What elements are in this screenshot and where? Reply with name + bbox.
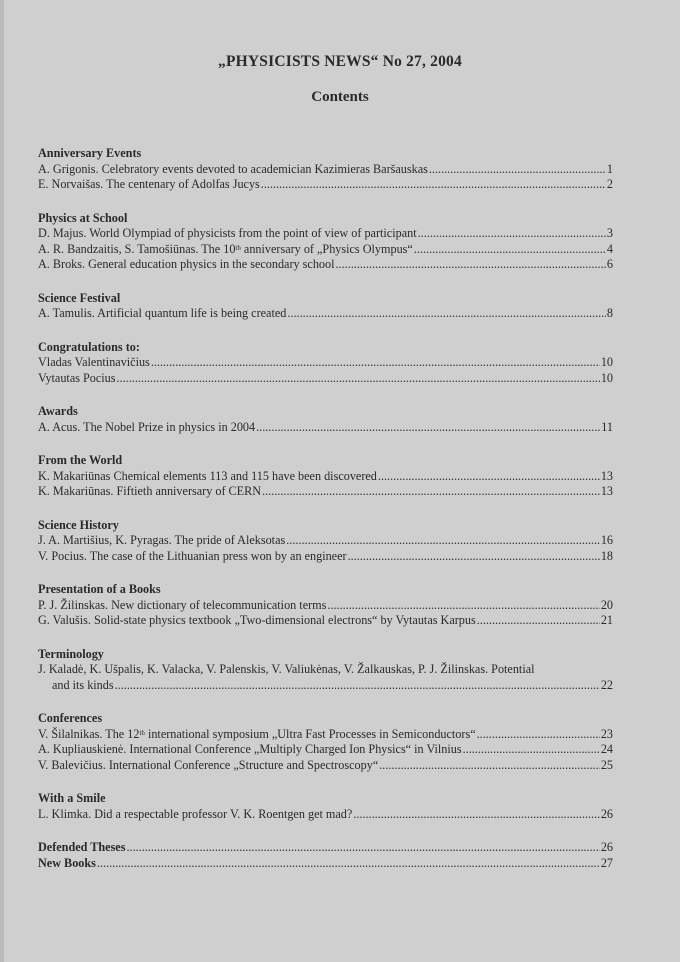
toc-entry: [38, 807, 613, 823]
page-number: 21: [600, 613, 613, 627]
toc-entry: [38, 742, 613, 758]
section-title: Science History: [38, 517, 119, 532]
entry-text: K. Makariūnas Chemical elements 113 and 115 have been discovered: [38, 468, 377, 483]
toc-entry: [38, 242, 613, 258]
toc-entry: [38, 678, 613, 694]
entry-text: A. Broks. General education physics in the secondary school: [38, 257, 335, 271]
dot-leader: [463, 742, 600, 758]
contents-heading: Contents: [311, 89, 369, 105]
entry-text: Vladas Valentinavičius: [38, 355, 150, 369]
toc-entry: [38, 840, 613, 856]
page-number: 4: [606, 241, 613, 256]
page-number: 23: [600, 726, 613, 741]
section-title: From the World: [38, 453, 123, 467]
dot-leader: [287, 306, 606, 322]
toc-entry: [38, 162, 613, 178]
toc-entry: [38, 484, 613, 500]
entry-text: J. A. Martišius, K. Pyragas. The pride of Aleksotas: [38, 533, 286, 547]
page-number: 2: [606, 177, 613, 191]
toc-section: [38, 146, 613, 193]
toc-entry: [38, 257, 613, 273]
entry-text: P. J. Žilinskas. New dictionary of telecommunication terms: [38, 597, 327, 612]
dot-leader: [336, 257, 606, 273]
page-number: 27: [600, 855, 613, 870]
dot-leader: [418, 226, 606, 242]
dot-leader: [262, 484, 600, 500]
entry-text: V. Balevičius. International Conference „Structure and Spectroscopy“: [38, 757, 379, 772]
entry-text: D. Majus. World Olympiad of physicists from the point of view of participant: [38, 226, 417, 240]
entry-text: Vytautas Pocius: [38, 370, 116, 385]
dot-leader: [97, 856, 600, 872]
page-number: 25: [600, 757, 613, 772]
toc-section: [38, 840, 613, 871]
toc-entry: [38, 727, 613, 743]
page-number: 10: [600, 355, 613, 369]
section-title: Awards: [38, 404, 78, 418]
section-title: Science Festival: [38, 290, 121, 305]
dot-leader: [327, 598, 599, 614]
toc-section: [38, 711, 613, 773]
entry-text: A. R. Bandzaitis, S. Tamošiūnas. The 10th anniversary of „Physics Olympus“: [38, 241, 413, 256]
entry-text: A. Grigonis. Celebratory events devoted to academician Kazimieras Baršauskas: [38, 161, 428, 176]
dot-leader: [379, 758, 600, 774]
dot-leader: [115, 678, 600, 694]
dot-leader: [261, 177, 606, 193]
toc-entry: [38, 533, 613, 549]
toc-section: [38, 791, 613, 822]
toc-section: [38, 647, 613, 694]
section-title: Conferences: [38, 711, 103, 725]
toc-section: [38, 340, 613, 387]
dot-leader: [126, 840, 599, 856]
entry-text: V. Pocius. The case of the Lithuanian press won by an engineer: [38, 548, 347, 563]
page-number: 10: [600, 370, 613, 385]
entry-text: A. Tamulis. Artificial quantum life is being created: [38, 306, 287, 320]
dot-leader: [117, 371, 600, 387]
section-title: Physics at School: [38, 210, 128, 225]
dot-leader: [151, 355, 600, 371]
toc-entry: [38, 177, 613, 193]
page-number: 13: [600, 484, 613, 498]
dot-leader: [353, 807, 600, 823]
toc-section: [38, 211, 613, 273]
section-title: Presentation of a Books: [38, 582, 161, 596]
entry-text: L. Klimka. Did a respectable professor V. K. Roentgen get mad?: [38, 806, 353, 821]
page-edge-shadow: [0, 0, 4, 962]
page-number: 26: [600, 806, 613, 821]
entry-text: G. Valušis. Solid-state physics textbook „Two-dimensional electrons“ by Vytautas Karpus: [38, 613, 476, 627]
section-title: Congratulations to:: [38, 339, 140, 354]
toc-section: [38, 453, 613, 500]
toc-section: [38, 291, 613, 322]
toc-section: [38, 582, 613, 629]
toc-entry: [38, 613, 613, 629]
table-of-contents: [38, 146, 613, 889]
section-title: Anniversary Events: [38, 146, 142, 160]
page-number: 20: [600, 597, 613, 612]
dot-leader: [348, 549, 600, 565]
entry-text: A. Acus. The Nobel Prize in physics in 2004: [38, 419, 256, 434]
toc-section: [38, 518, 613, 565]
entry-text: V. Šilalnikas. The 12th international symposium „Ultra Fast Processes in Semiconductors“: [38, 726, 476, 741]
superscript: th: [139, 728, 145, 737]
dot-leader: [378, 469, 600, 485]
page-number: 24: [600, 742, 613, 756]
page-number: 11: [601, 419, 613, 434]
page-number: 18: [600, 548, 613, 563]
superscript: th: [235, 243, 241, 252]
entry-text: A. Kupliauskienė. International Conference „Multiply Charged Ion Physics“ in Vilnius: [38, 742, 462, 756]
toc-entry: [38, 306, 613, 322]
dot-leader: [429, 162, 606, 178]
page-title: „PHYSICISTS NEWS“ No 27, 2004: [218, 53, 462, 70]
page-number: 13: [600, 468, 613, 483]
page-number: 3: [606, 226, 613, 240]
entry-text-line: J. Kaladė, K. Ušpalis, K. Valacka, V. Palenskis, V. Valiukėnas, V. Žalkauskas, P. J. Žilinskas. Potential: [38, 662, 535, 676]
page-number: 8: [606, 306, 613, 320]
entry-text: E. Norvaišas. The centenary of Adolfas Jucys: [38, 177, 260, 191]
toc-entry: [38, 469, 613, 485]
section-title: Terminology: [38, 646, 104, 661]
entry-text: K. Makariūnas. Fiftieth anniversary of CERN: [38, 484, 262, 498]
toc-entry: [38, 226, 613, 242]
entry-text: Defended Theses: [38, 840, 126, 854]
dot-leader: [477, 727, 600, 743]
dot-leader: [477, 613, 600, 629]
dot-leader: [286, 533, 600, 549]
page-number: 6: [606, 257, 613, 271]
dot-leader: [414, 242, 606, 258]
toc-section: [38, 404, 613, 435]
toc-entry: [38, 355, 613, 371]
page-number: 22: [600, 677, 613, 692]
toc-entry: [38, 420, 613, 436]
entry-text: and its kinds: [52, 677, 114, 692]
page-number: 1: [606, 161, 613, 176]
toc-entry: [38, 371, 613, 387]
toc-entry: [38, 598, 613, 614]
page-number: 26: [600, 840, 613, 854]
section-title: With a Smile: [38, 791, 106, 805]
toc-entry: [38, 758, 613, 774]
entry-text: New Books: [38, 855, 96, 870]
toc-entry: [38, 549, 613, 565]
dot-leader: [256, 420, 600, 436]
page-number: 16: [600, 533, 613, 547]
toc-entry: [38, 856, 613, 872]
